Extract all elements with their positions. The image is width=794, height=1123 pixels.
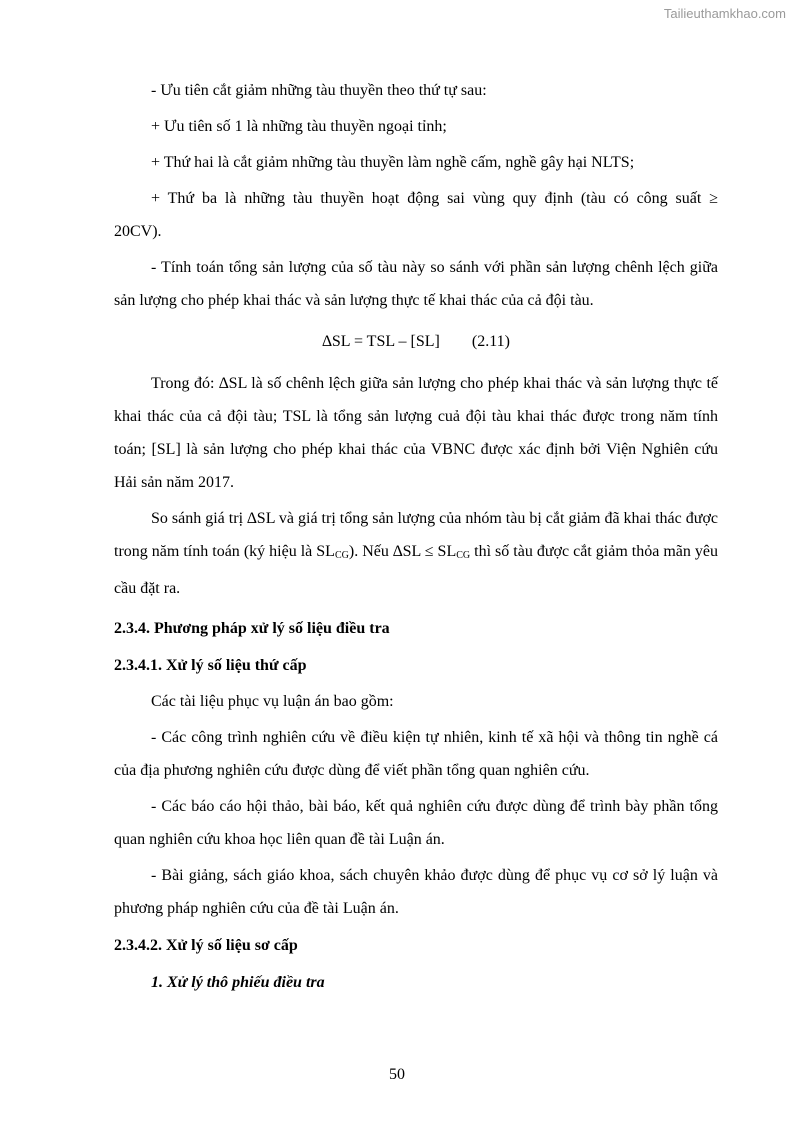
subscript-cg-2: CG — [456, 550, 471, 561]
paragraph-calculation: - Tính toán tổng sản lượng của số tàu này so sánh với phần sản lượng chênh lệch giữa sản lượng cho phép khai thác và sản lượng thực tế khai thác của cả đội tàu. — [114, 259, 718, 309]
paragraph-documents-intro: Các tài liệu phục vụ luận án bao gồm: — [151, 693, 394, 710]
comparison-text-b: ). Nếu ∆SL ≤ SL — [348, 543, 457, 560]
formula-expression: ∆SL = TSL – [SL] — [322, 333, 440, 350]
heading-2-3-4-1: 2.3.4.1. Xử lý số liệu thứ cấp — [114, 657, 307, 674]
paragraph-priority-3: + Thứ ba là những tàu thuyền hoạt động sai vùng quy định (tàu có công suất ≥ — [151, 190, 718, 207]
heading-raw-survey-processing: 1. Xử lý thô phiếu điều tra — [151, 974, 325, 991]
paragraph-documents-3: - Bài giảng, sách giáo khoa, sách chuyên khảo được dùng để phục vụ cơ sở lý luận và phương pháp nghiên cứu của đề tài Luận án. — [114, 867, 718, 917]
paragraph-priority-3-cont: 20CV). — [114, 223, 162, 240]
watermark-text: Tailieuthamkhao.com — [663, 6, 786, 21]
comparison-text-c: thì số tàu được cắt giảm thỏa mãn yêu cầu đặt ra. — [114, 543, 719, 597]
paragraph-definitions: Trong đó: ∆SL là số chênh lệch giữa sản lượng cho phép khai thác và sản lượng thực tế khai thác của cả đội tàu; TSL là tổng sản lượng cuả đội tàu khai thác được trong năm tính toán; [SL] là sản lượng cho phép khai thác của VBNC được xác định bởi Viện Nghiên cứu Hải sản năm 2017. — [114, 375, 718, 491]
paragraph-priority-1: + Ưu tiên số 1 là những tàu thuyền ngoại tỉnh; — [151, 118, 447, 135]
formula-2-11 — [114, 325, 718, 358]
paragraph-documents-2: - Các báo cáo hội thảo, bài báo, kết quả nghiên cứu được dùng để trình bày phần tổng quan nghiên cứu khoa học liên quan đề tài Luận án. — [114, 798, 718, 848]
heading-2-3-4-2: 2.3.4.2. Xử lý số liệu sơ cấp — [114, 937, 298, 954]
comparison-text-a: So sánh giá trị ∆SL và giá trị tổng sản lượng của nhóm tàu bị cắt giảm đã khai thác được trong năm tính toán (ký hiệu là SL — [114, 510, 718, 560]
heading-2-3-4: 2.3.4. Phương pháp xử lý số liệu điều tra — [114, 620, 390, 637]
page-number: 50 — [389, 1066, 405, 1083]
document-body — [114, 74, 718, 999]
paragraph-comparison — [114, 502, 718, 605]
paragraph-priority-intro: - Ưu tiên cắt giảm những tàu thuyền theo thứ tự sau: — [151, 82, 487, 99]
paragraph-priority-2: + Thứ hai là cắt giảm những tàu thuyền làm nghề cấm, nghề gây hại NLTS; — [151, 154, 635, 171]
paragraph-documents-1: - Các công trình nghiên cứu về điều kiện tự nhiên, kinh tế xã hội và thông tin nghề cá của địa phương nghiên cứu được dùng để viết phần tổng quan nghiên cứu. — [114, 729, 718, 779]
subscript-cg-1: CG — [334, 550, 349, 561]
formula-number: (2.11) — [471, 333, 510, 350]
